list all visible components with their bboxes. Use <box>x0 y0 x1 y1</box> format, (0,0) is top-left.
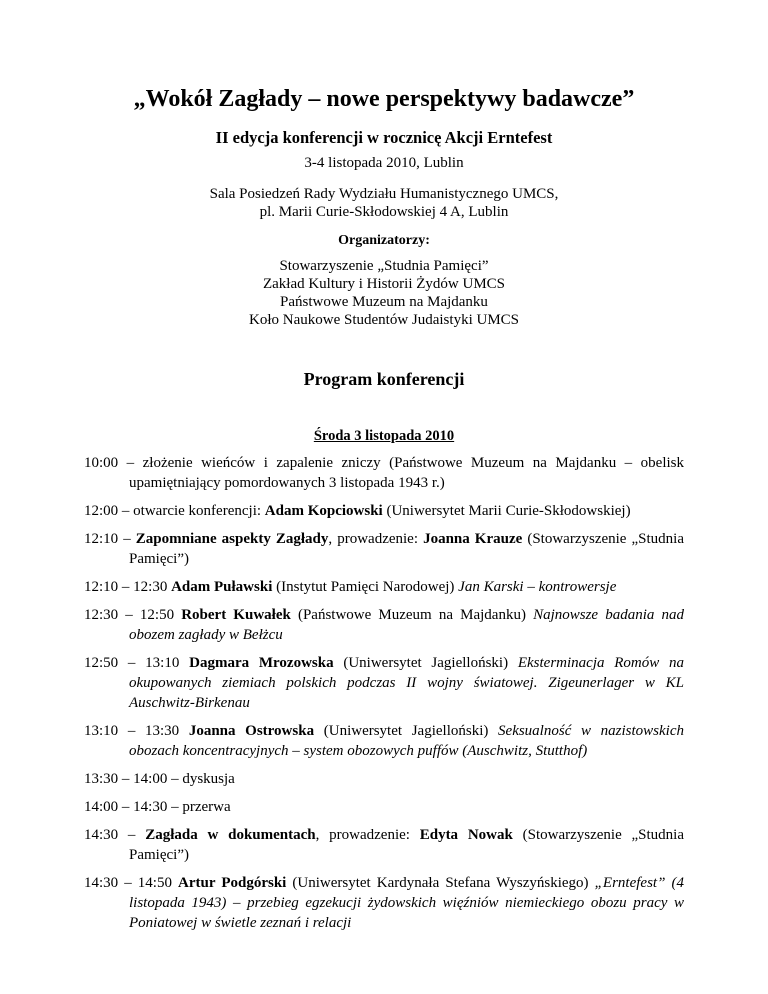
item-text: złożenie wieńców i zapalenie zniczy (Państwowe Muzeum na Majdanku – obelisk upamiętniający pomordowanych 3 listopada 1943 r.) <box>129 455 684 491</box>
item-text: , prowadzenie: <box>328 531 424 547</box>
conference-title: „Wokół Zagłady – nowe perspektywy badawcze” <box>133 86 635 112</box>
moderator-affiliation: (Stowarzyszenie „Studnia Pamięci”) <box>129 827 685 863</box>
item-time: 13:30 – 14:00 – <box>84 771 183 787</box>
item-text: , prowadzenie: <box>315 827 420 843</box>
program-item <box>84 605 684 645</box>
item-time: 14:30 – 14:50 <box>84 875 179 891</box>
program-item <box>84 577 684 597</box>
talk-title: Seksualność w nazistowskich obozach koncentracyjnych – system obozowych puffów (Auschwitz, Stutthof) <box>129 723 685 759</box>
item-time: 14:30 – <box>84 827 146 843</box>
item-time: 10:00 – <box>84 455 143 471</box>
item-time: 12:30 – 12:50 <box>84 607 182 623</box>
venue-line: Sala Posiedzeń Rady Wydziału Humanistycznego UMCS, <box>209 186 559 202</box>
speaker-affiliation: (Państwowe Muzeum na Majdanku) <box>290 607 534 623</box>
speaker-name: Adam Kopciowski <box>264 503 383 519</box>
program-item <box>84 721 684 761</box>
item-time: 14:00 – 14:30 – <box>84 799 183 815</box>
talk-title: Najnowsze badania nad obozem zagłady w Bełżcu <box>129 607 684 643</box>
speaker-name: Artur Podgórski <box>178 875 287 891</box>
program-heading: Program konferencji <box>303 369 465 389</box>
speaker-name: Robert Kuwałek <box>181 607 291 623</box>
item-time: 12:50 – 13:10 <box>84 655 190 671</box>
program-item <box>84 529 684 569</box>
program-item <box>84 769 684 789</box>
speaker-name: Adam Puławski <box>171 579 273 595</box>
date-place: 3-4 listopada 2010, Lublin <box>304 155 464 171</box>
item-time: 12:10 – 12:30 <box>84 579 172 595</box>
item-text: dyskusja <box>182 771 235 787</box>
speaker-name: Dagmara Mrozowska <box>189 655 334 671</box>
organizers-heading: Organizatorzy: <box>338 233 430 248</box>
program-item <box>84 653 684 713</box>
program-list <box>84 453 684 941</box>
program-item <box>84 825 684 865</box>
moderator-name: Edyta Nowak <box>419 827 513 843</box>
program-item <box>84 453 684 493</box>
session-title: Zagłada w dokumentach <box>145 827 316 843</box>
item-text: przerwa <box>182 799 231 815</box>
organizer-item: Stowarzyszenie „Studnia Pamięci” <box>279 258 489 274</box>
item-time: 13:10 – 13:30 <box>84 723 189 739</box>
moderator-name: Joanna Krauze <box>423 531 523 547</box>
item-time: 12:10 – <box>84 531 136 547</box>
organizer-item: Zakład Kultury i Historii Żydów UMCS <box>262 276 506 292</box>
organizer-item: Koło Naukowe Studentów Judaistyki UMCS <box>249 312 519 328</box>
venue-line: pl. Marii Curie-Skłodowskiej 4 A, Lublin <box>259 204 509 220</box>
organizers-list <box>0 257 768 329</box>
session-title: Zapomniane aspekty Zagłady <box>135 531 329 547</box>
speaker-affiliation: (Uniwersytet Marii Curie-Skłodowskiej) <box>382 503 631 519</box>
organizer-item: Państwowe Muzeum na Majdanku <box>280 294 488 310</box>
speaker-affiliation: (Uniwersytet Jagielloński) <box>314 723 499 739</box>
talk-title: „Erntefest” (4 listopada 1943) – przebieg egzekucji żydowskich więźniów niemieckiego obozu pracy w Poniatowej w świetle zeznań i relacji <box>129 875 684 931</box>
speaker-affiliation: (Instytut Pamięci Narodowej) <box>272 579 459 595</box>
moderator-affiliation: (Stowarzyszenie „Studnia Pamięci”) <box>129 531 684 567</box>
venue <box>0 185 768 221</box>
item-text: otwarcie konferencji: <box>133 503 265 519</box>
speaker-affiliation: (Uniwersytet Kardynała Stefana Wyszyńskiego) <box>286 875 595 891</box>
talk-title: Jan Karski – kontrowersje <box>458 579 617 595</box>
item-time: 12:00 – <box>84 503 134 519</box>
conference-subtitle: II edycja konferencji w rocznicę Akcji Erntefest <box>215 128 553 147</box>
program-item <box>84 873 684 933</box>
speaker-affiliation: (Uniwersytet Jagielloński) <box>333 655 518 671</box>
speaker-name: Joanna Ostrowska <box>188 723 315 739</box>
talk-title: Eksterminacja Romów na okupowanych ziemiach polskich podczas II wojny światowej. Zigeunerlager w KL Auschwitz-Birkenau <box>129 655 685 711</box>
program-item <box>84 501 684 521</box>
day-heading: Środa 3 listopada 2010 <box>313 428 455 444</box>
program-item <box>84 797 684 817</box>
